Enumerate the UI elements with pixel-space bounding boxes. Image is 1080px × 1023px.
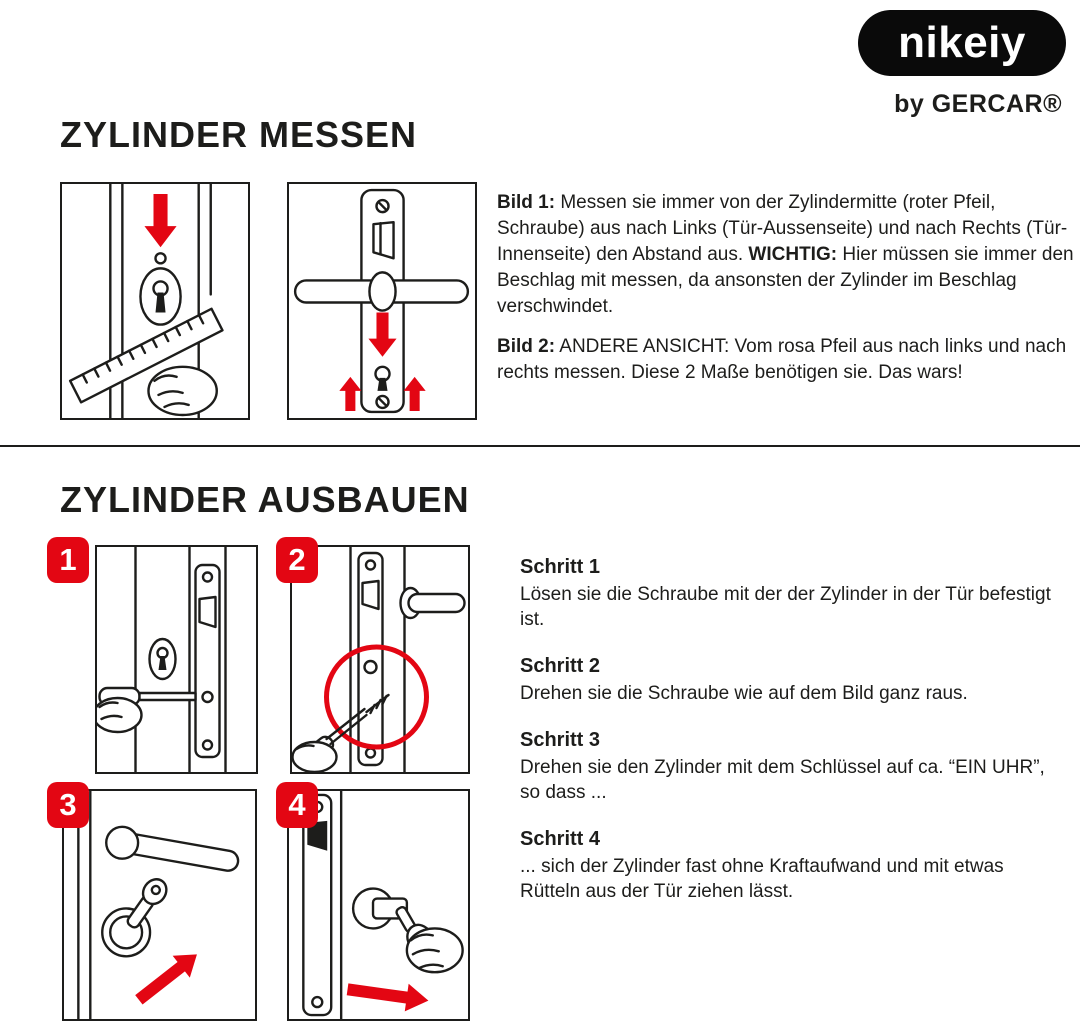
figure-step-2	[290, 545, 470, 774]
step-2-label: Schritt 2	[520, 655, 601, 677]
red-arrow-down-icon	[144, 194, 176, 247]
handle-rose	[106, 827, 138, 859]
step-1-text: Lösen sie die Schraube mit der der Zylinder in der Tür befestigt ist.	[520, 584, 1051, 630]
bild1-label: Bild 1:	[497, 192, 556, 213]
step-4-label: Schritt 4	[520, 828, 601, 850]
step-2-text: Drehen sie die Schraube wie auf dem Bild ganz raus.	[520, 683, 968, 704]
step-1-badge: 1	[47, 537, 89, 583]
bild1-paragraph	[497, 190, 1075, 320]
step3-illustration	[64, 791, 255, 1019]
bild2-text: ANDERE ANSICHT: Vom rosa Pfeil aus nach links und nach rechts messen. Diese 2 Maße benötigen sie. Das wars!	[497, 336, 1067, 383]
step2-illustration	[292, 547, 468, 772]
step-2	[520, 655, 1068, 706]
hand	[148, 367, 216, 415]
wichtig-label: WICHTIG:	[748, 244, 838, 265]
bild2-paragraph	[497, 334, 1075, 386]
step-2-badge: 2	[276, 537, 318, 583]
section-title-ausbauen: ZYLINDER AUSBAUEN	[60, 479, 470, 520]
keyhole	[365, 661, 377, 673]
brand-logo	[858, 10, 1066, 76]
red-arrow-up-icon	[404, 377, 426, 411]
door-handle	[409, 594, 465, 612]
hand	[97, 698, 142, 732]
figure-bild-1	[60, 182, 250, 420]
section-divider	[0, 445, 1080, 447]
figure-step-3	[62, 789, 257, 1021]
section-title-messen: ZYLINDER MESSEN	[60, 114, 418, 155]
measure-text-block	[497, 190, 1075, 400]
steps-text-block	[520, 556, 1068, 927]
red-arrow-right-icon	[346, 975, 431, 1014]
step-3	[520, 729, 1068, 805]
step-4	[520, 828, 1068, 904]
bild2-label: Bild 2:	[497, 336, 556, 357]
step-4-text: ... sich der Zylinder fast ohne Kraftaufwand und mit etwas Rütteln aus der Tür ziehen lässt.	[520, 856, 1004, 902]
latch	[373, 222, 393, 258]
step-4-badge: 4	[276, 782, 318, 828]
faceplate	[196, 565, 220, 757]
bild1-illustration	[62, 184, 248, 418]
figure-step-1	[95, 545, 258, 774]
brand-logo-text: nikeiy	[898, 18, 1026, 67]
bild2-illustration	[289, 184, 475, 418]
red-arrow-up-icon	[339, 377, 361, 411]
step-1-label: Schritt 1	[520, 556, 601, 578]
step-1	[520, 556, 1068, 632]
red-arrow-up-right-icon	[130, 943, 205, 1010]
step-3-label: Schritt 3	[520, 729, 601, 751]
cylinder-screw	[156, 253, 166, 263]
latch	[200, 597, 216, 627]
bild1-text-1: Messen sie immer von der Zylindermitte (roter Pfeil, Schraube) aus nach Links (Tür-Aussenseite) und nach Rechts (Tür-Innenseite) den Abstand aus.	[497, 192, 1068, 265]
hand	[407, 928, 463, 972]
latch	[363, 581, 379, 609]
step-3-text: Drehen sie den Zylinder mit dem Schlüssel auf ca. “EIN UHR”, so dass ...	[520, 757, 1045, 803]
handle-hub	[369, 272, 395, 310]
brand-byline: by GERCAR®	[894, 90, 1062, 118]
step4-illustration	[289, 791, 468, 1019]
step-3-badge: 3	[47, 782, 89, 828]
hand	[293, 742, 337, 772]
bild1-text-2: Hier müssen sie immer den Beschlag mit messen, da ansonsten der Zylinder im Beschlag verschwindet.	[497, 244, 1074, 317]
figure-bild-2	[287, 182, 477, 420]
step1-illustration	[97, 547, 256, 772]
